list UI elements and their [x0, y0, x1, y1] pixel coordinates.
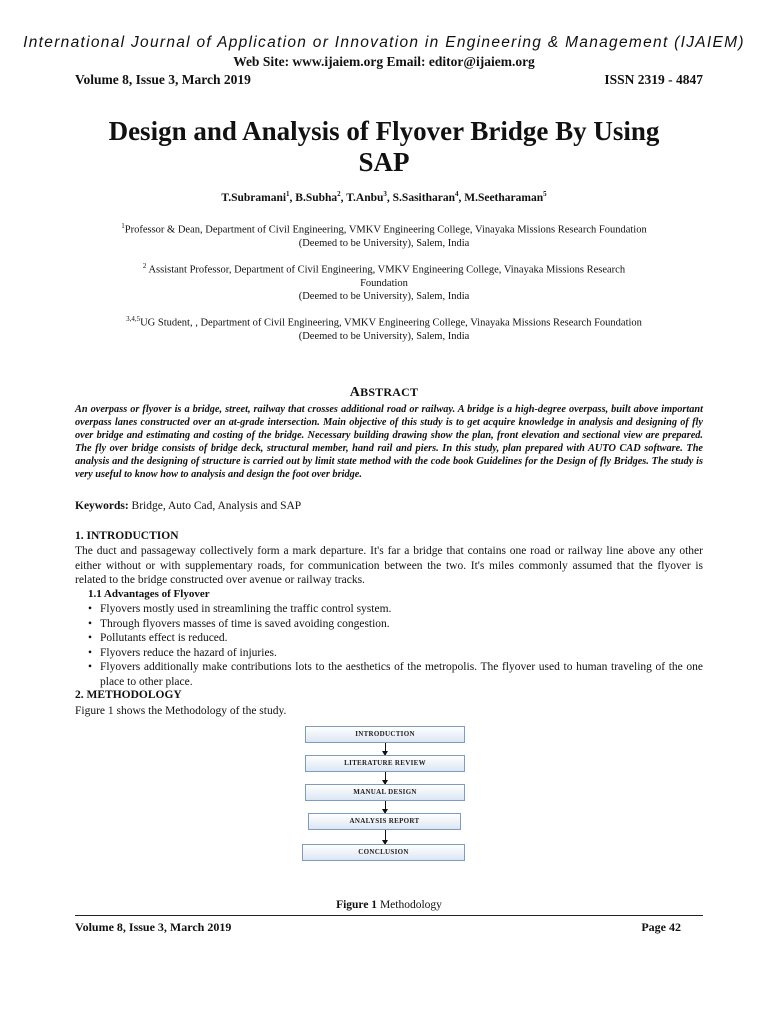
header-issn: ISSN 2319 - 4847 [604, 72, 703, 87]
bullet-icon: • [88, 646, 93, 659]
paper-title-line2: SAP [358, 147, 410, 177]
figure-caption-label: Figure 1 [336, 899, 378, 911]
footer-volume: Volume 8, Issue 3, March 2019 [75, 920, 232, 934]
flow-step-literature-review: LITERATURE REVIEW [305, 755, 465, 772]
flow-step-conclusion: CONCLUSION [302, 844, 465, 861]
affiliation-sup: 1 [121, 222, 125, 230]
bullet-icon: • [88, 603, 93, 615]
affiliation-sup: 2 [142, 262, 147, 270]
flow-step-manual-design: MANUAL DESIGN [305, 784, 465, 801]
journal-website: Web Site: www.ijaiem.org Email: editor@ijaiem.org [233, 54, 535, 69]
flow-arrow-icon [385, 743, 386, 755]
affiliation-line: (Deemed to be University), Salem, India [298, 290, 470, 302]
flow-step-introduction: INTRODUCTION [305, 726, 465, 743]
header-volume: Volume 8, Issue 3, March 2019 [75, 72, 251, 87]
introduction-text: The duct and passageway collectively form a mark departure. It's far a bridge that contains one road or railway line above any other either without or with supplementary roads, for communication between the two. It's miles commonly assumed that the flyover is related to the bridge constructed over avenue or railway tracks. [75, 545, 703, 587]
journal-title: International Journal of Application or Innovation in Engineering & Management (IJAIEM) [23, 34, 745, 51]
affiliation-sup: 3,4,5 [126, 315, 141, 323]
methodology-text: Figure 1 shows the Methodology of the study. [75, 705, 287, 717]
subsection-heading-advantages: 1.1 Advantages of Flyover [88, 588, 210, 600]
footer-divider [75, 915, 703, 916]
affiliation-line: (Deemed to be University), Salem, India [298, 330, 470, 342]
affiliation-line: Assistant Professor, Department of Civil Engineering, VMKV Engineering College, Vinayaka Missions Research [146, 264, 626, 276]
footer-page-number: Page 42 [641, 920, 681, 934]
paper-title-line1: Design and Analysis of Flyover Bridge By Using [108, 116, 660, 146]
list-item: • Flyovers additionally make contributions lots to the aesthetics of the metropolis. The flyover used to human traveling of the one place to other place. [88, 661, 703, 688]
author-name: S.Sasitharan [392, 191, 455, 204]
section-heading-methodology: 2. METHODOLOGY [75, 689, 182, 701]
author-name: B.Subha [295, 191, 338, 204]
figure-caption-text: Methodology [377, 899, 442, 911]
affiliation-line: Foundation [360, 277, 408, 289]
paper-title [80, 116, 688, 178]
author-sup: 3 [383, 190, 387, 198]
affiliation-2 [90, 260, 678, 303]
author-name: T.Anbu [346, 191, 384, 204]
author-sup: 5 [543, 190, 547, 198]
abstract-heading-rest: BSTRACT [360, 385, 419, 399]
list-item: • Through flyovers masses of time is saved avoiding congestion. [88, 617, 390, 630]
advantages-list [88, 602, 703, 690]
keywords-list: Bridge, Auto Cad, Analysis and SAP [128, 500, 302, 512]
author-sup: 4 [454, 190, 459, 198]
section-heading-introduction: 1. INTRODUCTION [75, 530, 179, 542]
author-list: T.Subramani$^1$, B.Subha$^2$, T.Anbu$^3$, S.Sasitharan$^4$, M.Seetharaman$^5$ [221, 190, 547, 204]
author-sup: 1 [286, 190, 290, 198]
list-item: • Flyovers reduce the hazard of injuries. [88, 646, 277, 659]
affiliation-line: UG Student, , Department of Civil Engineering, VMKV Engineering College, Vinayaka Missions Research Foundation [140, 317, 642, 329]
list-item: • Pollutants effect is reduced. [88, 632, 228, 645]
flow-step-analysis-report: ANALYSIS REPORT [308, 813, 461, 830]
keywords-label: Keywords: [75, 500, 129, 512]
affiliation-1 [90, 220, 678, 250]
author-name: T.Subramani [221, 191, 287, 204]
abstract-heading-initial: A [349, 385, 361, 400]
keywords [75, 500, 301, 512]
list-item: • Flyovers mostly used in streamlining the traffic control system. [88, 603, 392, 615]
bullet-icon: • [88, 617, 93, 630]
bullet-icon: • [88, 632, 93, 645]
abstract-heading [0, 385, 768, 401]
flow-arrow-icon [385, 772, 386, 784]
flow-arrow-icon [385, 801, 386, 813]
figure-caption [0, 899, 768, 911]
affiliation-line: (Deemed to be University), Salem, India [298, 237, 470, 249]
affiliation-line: Professor & Dean, Department of Civil Engineering, VMKV Engineering College, Vinayaka Missions Research Foundation [124, 224, 647, 236]
author-name: M.Seetharaman [464, 191, 544, 204]
methodology-flowchart [305, 726, 467, 866]
author-sup: 2 [337, 190, 341, 198]
bullet-icon: • [88, 661, 93, 674]
flow-arrow-icon [385, 830, 386, 844]
affiliation-3 [90, 313, 678, 343]
abstract-text: An overpass or flyover is a bridge, street, railway that crosses additional road or railway. A bridge is a high-degree overpass, built above important overpass lanes constructed over an at-grade intersection. Main objective of this study is to get acquire knowledge in analysis and designing of fly over bridge and estimating and costing of the bridge. Necessary building drawing show the plan, front elevation and sectional view are prepared. The fly over bridge consists of bridge deck, structural member, hand rail and piers. In this study, plan prepared with AUTO CAD software. The analysis and the designing of structure is carried out by limit state method with the code book Guidelines for the Design of fly Bridges. The study is very useful to know how to analysis and design the foot over bridge. [75, 404, 703, 481]
